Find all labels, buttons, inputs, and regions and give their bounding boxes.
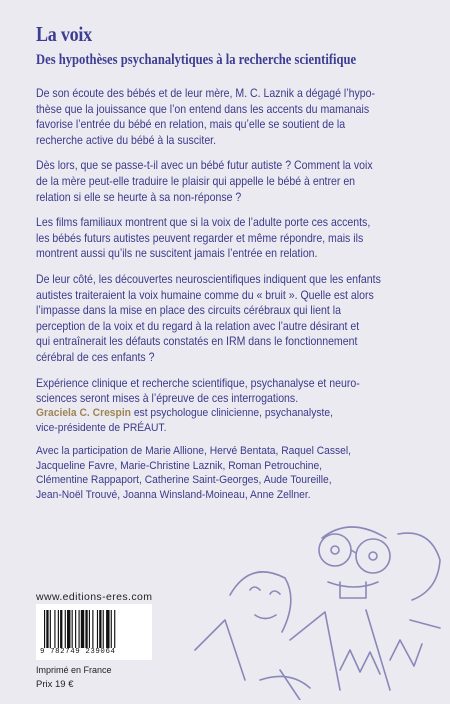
barcode-bar (54, 610, 55, 648)
paragraph-5 (36, 376, 411, 407)
barcode-bar (92, 610, 93, 648)
barcode-bar (65, 610, 66, 648)
barcode-bar (60, 610, 62, 648)
text-line: Jacqueline Favre, Marie-Christine Laznik, Roman Petrouchine, (36, 459, 323, 472)
paragraph-4 (36, 272, 411, 366)
isbn-barcode (36, 604, 152, 660)
author-description: est psychologue clinicienne, psychanalyste, (130, 407, 333, 419)
paragraph-1 (36, 86, 411, 148)
barcode-bar (58, 610, 59, 648)
barcode-bar (89, 610, 90, 648)
barcode-bar (103, 610, 104, 648)
participants-list (36, 444, 351, 502)
barcode-bars (44, 610, 144, 648)
text-line: De leur côté, les découvertes neuroscientifiques indiquent que les enfants (36, 272, 381, 286)
text-line: De son écoute des bébés et de leur mère, M. C. Laznik a dégagé l’hypo- (36, 87, 375, 100)
text-line: Jean-Noël Trouvé, Joanna Winsland-Moineau, Anne Zellner. (36, 488, 311, 501)
barcode-bar (72, 610, 73, 648)
child-drawing-illustration (190, 520, 445, 700)
barcode-bar (67, 610, 70, 648)
text-line: de la mère peut-elle traduire le plaisir qui appelle le bébé à entrer en (36, 174, 356, 188)
book-subtitle: Des hypothèses psychanalytiques à la recherche scientifique (36, 52, 357, 68)
author-bio-line: vice-présidente de PRÉAUT. (36, 421, 167, 434)
price-label: Prix 19 € (36, 679, 74, 690)
text-line: relation si elle se heurte à sa non-réponse ? (36, 190, 242, 204)
text-line: Expérience clinique et recherche scientifique, psychanalyse et neuro- (36, 376, 360, 390)
text-line: Dès lors, que se passe-t-il avec un bébé futur autiste ? Comment la voix (36, 159, 373, 173)
author-bio (36, 406, 333, 435)
barcode-bar (97, 610, 98, 648)
text-line: autistes traiteraient la voix humaine comme du « bruit ». Quelle est alors (36, 288, 374, 302)
back-cover-text (36, 86, 448, 417)
text-line: qui entraînerait les défauts constatés en IRM dans le fonctionnement (36, 335, 358, 349)
printed-in-label: Imprimé en France (36, 665, 112, 675)
paragraph-3 (36, 215, 411, 262)
barcode-bar (85, 610, 87, 648)
publisher-website: www.editions-eres.com (36, 591, 153, 603)
text-line: cérébral de ces enfants ? (36, 350, 155, 364)
text-line: Avec la participation de Marie Allione, Hervé Bentata, Raquel Cassel, (36, 445, 352, 457)
barcode-bar (75, 610, 76, 648)
paragraph-2 (36, 158, 411, 205)
barcode-bar (50, 610, 51, 648)
barcode-bar (79, 610, 80, 648)
text-line: Clémentine Rappaport, Catherine Saint-Georges, Aude Toureille, (36, 474, 332, 487)
text-line: favorise l’entrée du bébé en relation, mais qu’elle se soutient de la (36, 118, 346, 132)
text-line: les bébés futurs autistes peuvent regarder et même répondre, mais ils (36, 231, 364, 245)
barcode-bar (114, 610, 115, 648)
barcode-bar (46, 610, 48, 648)
barcode-bar (99, 610, 101, 648)
text-line: montrent aussi qu’ils ne suscitent jamais l’entrée en relation. (36, 247, 318, 261)
book-title: La voix (36, 22, 92, 46)
barcode-bar (81, 610, 84, 648)
text-line: perception de la voix et du regard à la relation avec l’autre désirant et (36, 319, 360, 333)
barcode-bar (44, 610, 45, 648)
text-line: recherche active du bébé à la susciter. (36, 133, 217, 147)
text-line: Les films familiaux montrent que si la voix de l’adulte porte ces accents, (36, 216, 371, 230)
barcode-bar (106, 610, 109, 648)
text-line: sciences seront mises à l’épreuve de ces interrogations. (36, 392, 299, 406)
text-line: thèse que la jouissance que l’on entend dans les accents du mamanais (36, 102, 370, 116)
author-name: Graciela C. Crespin (36, 407, 131, 419)
text-line: l’impasse dans la mise en place des circuits cérébraux qui lient la (36, 304, 341, 318)
barcode-bar (111, 610, 112, 648)
author-bio-line (36, 406, 333, 421)
isbn-digits: 9 782749 239064 (40, 648, 116, 656)
